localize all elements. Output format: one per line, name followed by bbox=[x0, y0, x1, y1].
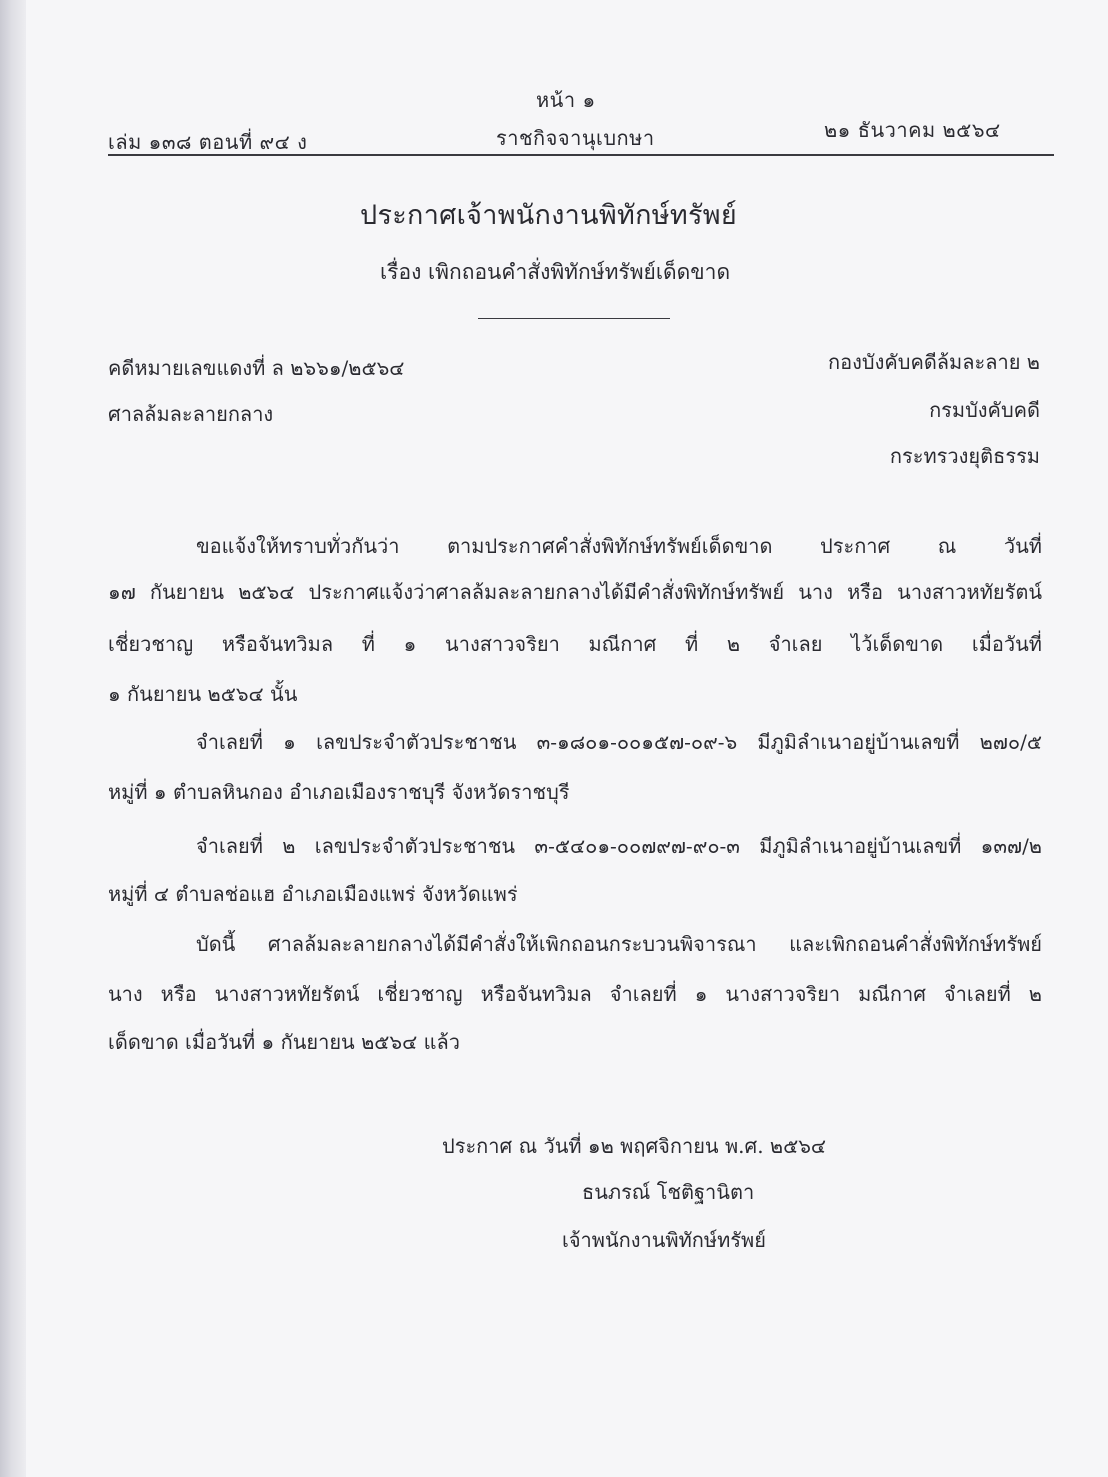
body-p3-line2: หมู่ที่ ๔ ตำบลช่อแฮ อำเภอเมืองแพร่ จังหวัดแพร่ bbox=[108, 882, 518, 906]
signer-name: ธนภรณ์ โชติฐานิตา bbox=[582, 1180, 755, 1204]
gazette-date: ๒๑ ธันวาคม ๒๕๖๔ bbox=[824, 118, 1001, 142]
body-p1-line4: ๑ กันยายน ๒๕๖๔ นั้น bbox=[108, 682, 298, 706]
case-number: คดีหมายเลขแดงที่ ล ๒๖๖๑/๒๕๖๔ bbox=[108, 356, 405, 380]
body-p1-line2: ๑๗ กันยายน ๒๕๖๔ ประกาศแจ้งว่าศาลล้มละลายกลางได้มีคำสั่งพิทักษ์ทรัพย์ นาง หรือ นางสาวหทัยรัตน์ bbox=[108, 580, 1042, 604]
document-subject: เรื่อง เพิกถอนคำสั่งพิทักษ์ทรัพย์เด็ดขาด bbox=[380, 260, 731, 284]
body-p1-line3: เชี่ยวชาญ หรือจันทวิมล ที่ ๑ นางสาวจริยา มณีกาศ ที่ ๒ จำเลย ไว้เด็ดขาด เมื่อวันที่ bbox=[108, 632, 1042, 656]
page-edge-shadow bbox=[0, 0, 26, 1477]
department-name: กรมบังคับคดี bbox=[929, 398, 1040, 422]
body-p2-line2: หมู่ที่ ๑ ตำบลหินกอง อำเภอเมืองราชบุรี จังหวัดราชบุรี bbox=[108, 780, 570, 804]
document-title: ประกาศเจ้าพนักงานพิทักษ์ทรัพย์ bbox=[360, 200, 737, 231]
body-p4-line2: นาง หรือ นางสาวหทัยรัตน์ เชี่ยวชาญ หรือจันทวิมล จำเลยที่ ๑ นางสาวจริยา มณีกาศ จำเลยที่ ๒ bbox=[108, 982, 1042, 1006]
body-p2-line1: จำเลยที่ ๑ เลขประจำตัวประชาชน ๓-๑๘๐๑-๐๐๑๕๗-๐๙-๖ มีภูมิลำเนาอยู่บ้านเลขที่ ๒๗๐/๕ bbox=[196, 730, 1042, 754]
division-name: กองบังคับคดีล้มละลาย ๒ bbox=[828, 350, 1040, 374]
volume-info: เล่ม ๑๓๘ ตอนที่ ๙๔ ง bbox=[108, 130, 308, 154]
body-p4-line3: เด็ดขาด เมื่อวันที่ ๑ กันยายน ๒๕๖๔ แล้ว bbox=[108, 1030, 460, 1054]
gazette-name: ราชกิจจานุเบกษา bbox=[496, 126, 655, 150]
page-number: หน้า ๑ bbox=[536, 88, 596, 112]
body-p3-line1: จำเลยที่ ๒ เลขประจำตัวประชาชน ๓-๕๔๐๑-๐๐๗๙๗-๙๐-๓ มีภูมิลำเนาอยู่บ้านเลขที่ ๑๓๗/๒ bbox=[196, 834, 1042, 858]
body-p1-line1: ขอแจ้งให้ทราบทั่วกันว่า ตามประกาศคำสั่งพิทักษ์ทรัพย์เด็ดขาด ประกาศ ณ วันที่ bbox=[196, 534, 1042, 558]
court-name: ศาลล้มละลายกลาง bbox=[108, 402, 274, 426]
body-p4-line1: บัดนี้ ศาลล้มละลายกลางได้มีคำสั่งให้เพิกถอนกระบวนพิจารณา และเพิกถอนคำสั่งพิทักษ์ทรัพย์ bbox=[196, 932, 1042, 956]
header-rule bbox=[108, 154, 1054, 156]
announcement-date: ประกาศ ณ วันที่ ๑๒ พฤศจิกายน พ.ศ. ๒๕๖๔ bbox=[442, 1134, 827, 1158]
signer-position: เจ้าพนักงานพิทักษ์ทรัพย์ bbox=[562, 1228, 766, 1252]
ministry-name: กระทรวงยุติธรรม bbox=[889, 444, 1040, 468]
title-divider bbox=[478, 318, 670, 319]
